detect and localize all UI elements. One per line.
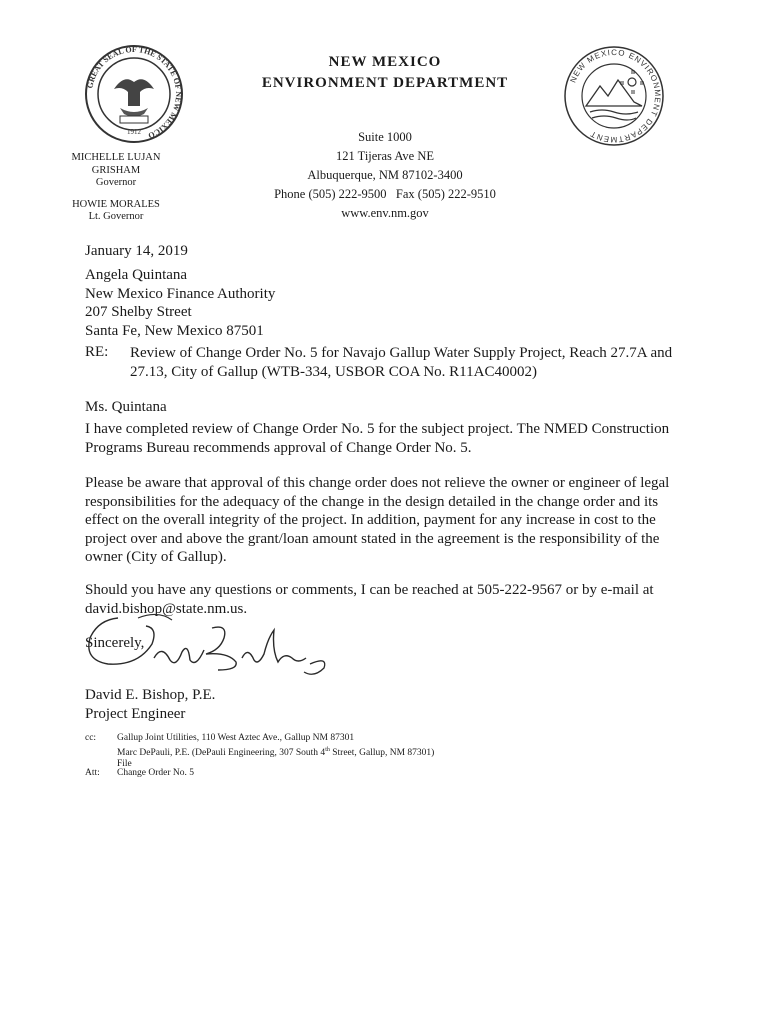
att-text: Change Order No. 5 <box>117 768 195 778</box>
cc-label: cc: <box>85 733 97 743</box>
state-seal-text: GREAT SEAL OF THE STATE OF NEW MEXICO <box>85 44 184 141</box>
salutation: Ms. Quintana <box>85 399 167 415</box>
address-line: Suite 1000 <box>358 130 412 144</box>
address-line: Albuquerque, NM 87102-3400 <box>307 168 463 182</box>
dept-logo-text: NEW MEXICO ENVIRONMENT DEPARTMENT <box>568 47 663 145</box>
cc-line: File <box>117 759 132 770</box>
state-seal-year: 1912 <box>127 128 141 136</box>
letter-date: January 14, 2019 <box>85 243 188 259</box>
recipient-line: 207 Shelby Street <box>85 304 192 320</box>
recipient-line: Angela Quintana <box>85 267 188 283</box>
phone-fax-line: Phone (505) 222-9500 Fax (505) 222-9510 <box>274 187 496 201</box>
address-line: 121 Tijeras Ave NE <box>335 149 435 163</box>
re-label: RE: <box>85 344 109 360</box>
governor-name-1: MICHELLE LUJAN <box>71 152 161 163</box>
re-subject: Review of Change Order No. 5 for Navajo Gallup Water Supply Project, Reach 27.7A and 27.13, City of Gallup (WTB-334, USBOR COA No. R11AC40002) <box>130 345 673 380</box>
recipient-block <box>85 266 685 340</box>
closing: Sincerely, <box>85 635 145 651</box>
agency-name <box>0 52 770 94</box>
cc-line: Gallup Joint Utilities, 110 West Aztec Ave., Gallup NM 87301 <box>117 733 355 743</box>
cc-list <box>117 733 434 771</box>
agency-line-1: NEW MEXICO <box>328 54 442 70</box>
cc-line: Marc DePauli, P.E. (DePauli Engineering, 307 South 4th Street, Gallup, NM 87301) <box>117 746 435 758</box>
agency-line-2: ENVIRONMENT DEPARTMENT <box>261 75 509 91</box>
signature-icon <box>78 608 338 698</box>
governor-name-2: GRISHAM <box>91 164 141 176</box>
lt-governor-title: Lt. Governor <box>88 211 144 222</box>
website-line: www.env.nm.gov <box>341 206 429 220</box>
att-label: Att: <box>85 768 100 778</box>
paragraph-3: Should you have any questions or comments, I can be reached at 505-222-9567 or by e-mail at david.bishop@state.nm.us. <box>85 582 654 617</box>
recipient-line: New Mexico Finance Authority <box>85 285 276 302</box>
signer-title: Project Engineer <box>85 706 186 722</box>
officials-block <box>62 152 170 224</box>
signer-name: David E. Bishop, P.E. <box>85 687 216 703</box>
paragraph-1: I have completed review of Change Order No. 5 for the subject project. The NMED Construction Programs Bureau recommends approval of Change Order No. 5. <box>85 421 670 456</box>
governor-title: Governor <box>95 177 137 188</box>
lt-governor-name: HOWIE MORALES <box>72 198 160 210</box>
recipient-line: Santa Fe, New Mexico 87501 <box>85 322 264 339</box>
paragraph-2: Please be aware that approval of this change order does not relieve the owner or engineer of legal responsibilities for the adequacy of the change in the design detailed in the change order and its effect on the overall integrity of the project. In addition, payment for any increase in cost to the project over and above the grant/loan amount stated in the agreement is the responsibility of the owner (City of Gallup). <box>85 475 670 565</box>
